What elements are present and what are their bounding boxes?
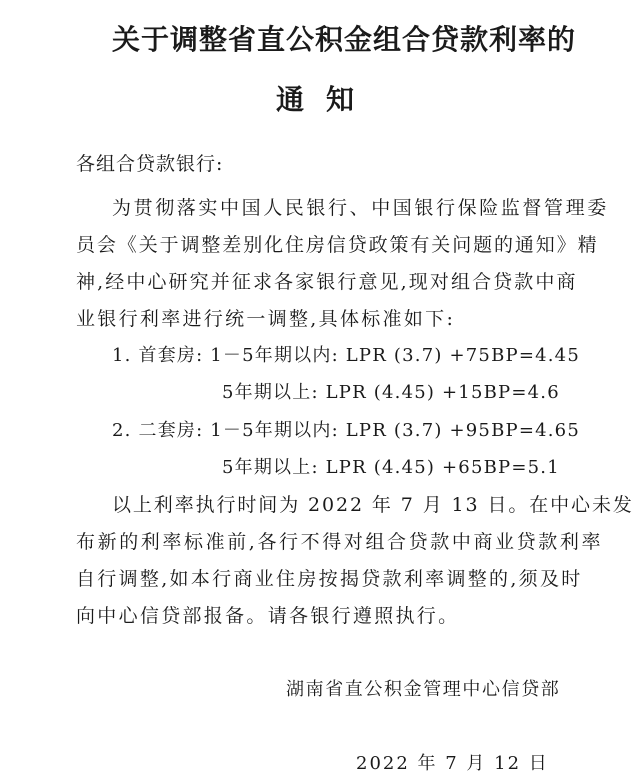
rate-item-first-home-long: 5年期以上: LPR (4.45) +15BP=4.6 (222, 382, 560, 403)
issuer-signature: 湖南省直公积金管理中心信贷部 (286, 679, 561, 700)
salutation: 各组合贷款银行: (76, 153, 224, 175)
paragraph-1-line: 员会《关于调整差别化住房信贷政策有关问题的通知》精 (76, 234, 599, 256)
paragraph-2-line: 以上利率执行时间为 2022 年 7 月 13 日。在中心未发 (112, 494, 634, 516)
paragraph-2-line: 自行调整,如本行商业住房按揭贷款利率调整的,须及时 (76, 568, 583, 590)
rate-item-first-home-short: 1. 首套房: 1－5年期以内: LPR (3.7) +75BP=4.45 (112, 345, 580, 366)
paragraph-1-line: 业银行利率进行统一调整,具体标准如下: (76, 308, 456, 330)
paragraph-2-line: 布新的利率标准前,各行不得对组合贷款中商业贷款利率 (76, 531, 604, 553)
paragraph-1-line: 为贯彻落实中国人民银行、中国银行保险监督管理委 (112, 197, 609, 219)
notice-title-suffix: 通知 (276, 83, 377, 116)
issue-date: 2022 年 7 月 12 日 (356, 753, 549, 774)
paragraph-2-line: 向中心信贷部报备。请各银行遵照执行。 (76, 605, 460, 627)
notice-title: 关于调整省直公积金组合贷款利率的 (112, 23, 577, 56)
rate-item-second-home-short: 2. 二套房: 1－5年期以内: LPR (3.7) +95BP=4.65 (112, 420, 580, 441)
rate-item-second-home-long: 5年期以上: LPR (4.45) +65BP=5.1 (222, 457, 560, 478)
paragraph-1-line: 神,经中心研究并征求各家银行意见,现对组合贷款中商 (76, 271, 578, 293)
